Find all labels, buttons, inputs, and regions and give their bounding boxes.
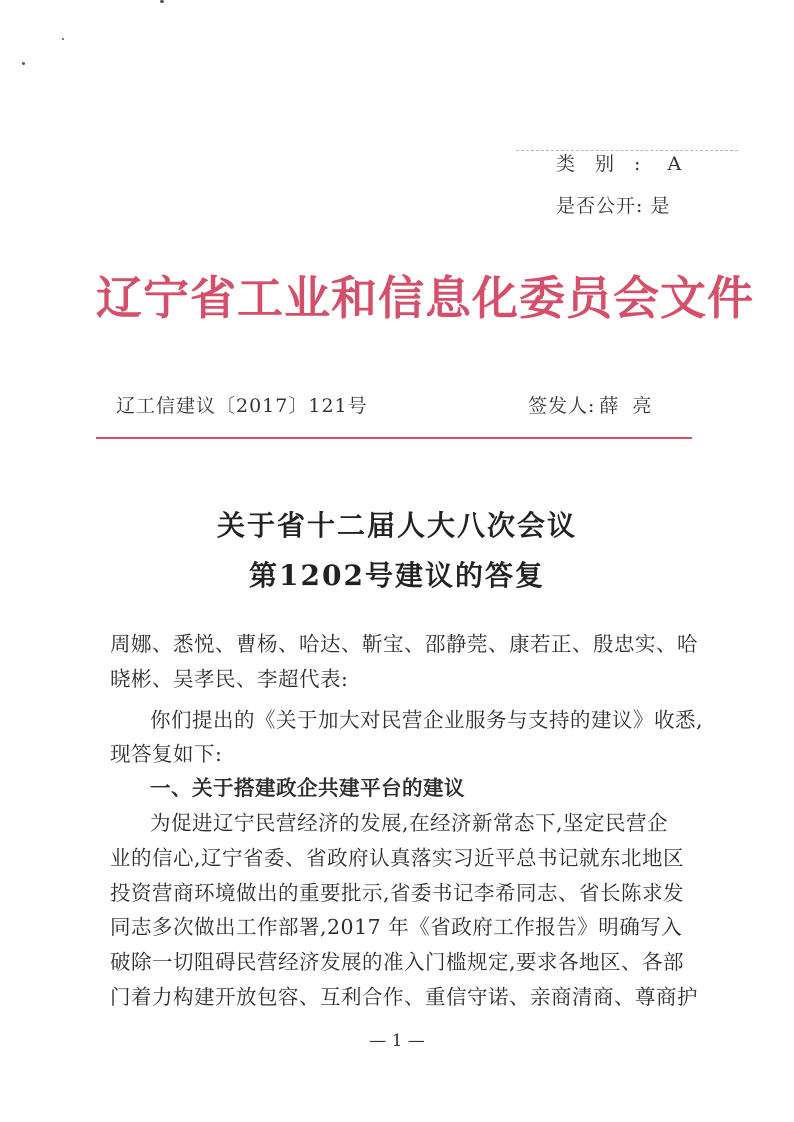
document-headline: 辽宁省工业和信息化委员会文件 (96, 271, 754, 325)
body-line: 同志多次做出工作部署,2017 年《省政府工作报告》明确写入 (110, 915, 683, 939)
body-line: 现答复如下: (110, 742, 223, 766)
scan-speck (22, 62, 25, 65)
body-line: 投资营商环境做出的重要批示,省委书记李希同志、省长陈求发 (110, 881, 685, 905)
page-number: — 1 — (369, 1031, 425, 1051)
signer (528, 391, 665, 418)
body-line: 门着力构建开放包容、互利合作、重信守诺、亲商清商、尊商护 (110, 985, 698, 1009)
signer-label: 签发人: (528, 395, 596, 417)
section-heading: 一、关于搭建政企共建平台的建议 (150, 776, 465, 800)
category-label: 类别: (556, 153, 661, 175)
scan-speck (62, 38, 64, 40)
signer-name: 薛亮 (599, 395, 666, 417)
public-label: 是否公开: (556, 195, 644, 217)
category-field (556, 149, 682, 176)
body-line: 周娜、悉悦、曹杨、哈达、靳宝、邵静莞、康若正、殷忠实、哈 (110, 632, 698, 656)
reply-title-line2: 第1202号建议的答复 (249, 559, 545, 592)
scan-speck (160, 0, 164, 3)
public-field (556, 191, 670, 218)
header-divider (96, 437, 692, 439)
public-value: 是 (650, 195, 671, 217)
reply-title-line1: 关于省十二届人大八次会议 (216, 509, 577, 542)
body-line: 破除一切阻碍民营经济发展的准入门槛规定,要求各地区、各部 (110, 950, 685, 974)
body-line: 业的信心,辽宁省委、省政府认真落实习近平总书记就东北地区 (110, 846, 685, 870)
body-line: 晓彬、吴孝民、李超代表: (110, 667, 349, 691)
body-line: 为促进辽宁民营经济的发展,在经济新常态下,坚定民营企 (150, 811, 669, 835)
document-number: 辽工信建议〔2017〕121号 (116, 395, 368, 417)
body-line: 你们提出的《关于加大对民营企业服务与支持的建议》收悉, (150, 708, 704, 732)
category-value: A (667, 153, 683, 175)
